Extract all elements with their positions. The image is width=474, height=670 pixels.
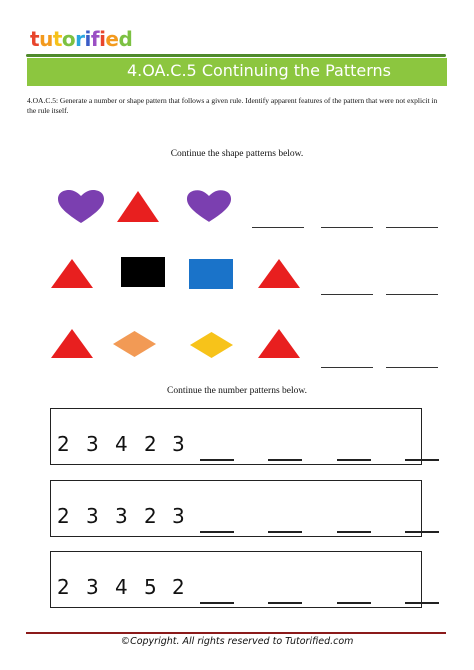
pattern-number: 2 <box>144 504 157 528</box>
pattern-number: 3 <box>86 504 99 528</box>
shape-section-heading: Continue the shape patterns below. <box>170 149 304 159</box>
triangle-fill <box>117 191 159 222</box>
answer-blank[interactable] <box>337 459 371 461</box>
pattern-number: 2 <box>144 432 157 456</box>
answer-blank[interactable] <box>405 459 439 461</box>
logo-letter: t <box>30 27 40 51</box>
triangle-fill <box>51 329 93 358</box>
logo-letter: i <box>84 27 91 51</box>
heart-shape <box>57 190 105 224</box>
title-banner <box>27 58 447 86</box>
diamond-shape <box>112 330 157 358</box>
logo-letter: f <box>90 27 100 51</box>
copyright-footer: ©Copyright. All rights reserved to Tutorified.com <box>120 636 354 647</box>
logo-letter: o <box>61 27 76 51</box>
pattern-number: 2 <box>57 504 70 528</box>
diamond-fill <box>190 332 233 358</box>
number-pattern-box <box>50 480 422 537</box>
triangle-fill <box>258 329 300 358</box>
pattern-number: 3 <box>172 432 185 456</box>
triangle-shape <box>257 328 301 359</box>
answer-blank[interactable] <box>321 294 373 295</box>
answer-blank[interactable] <box>268 531 302 533</box>
answer-blank[interactable] <box>268 602 302 604</box>
pattern-number: 4 <box>115 575 128 599</box>
rectangle-fill <box>189 259 233 289</box>
triangle-fill <box>51 259 93 288</box>
diamond-shape <box>189 331 234 359</box>
heart-fill <box>187 190 231 222</box>
answer-blank[interactable] <box>337 531 371 533</box>
answer-blank[interactable] <box>386 294 438 295</box>
triangle-shape <box>116 190 160 223</box>
pattern-number: 3 <box>86 575 99 599</box>
header-divider <box>26 54 446 57</box>
heart-fill <box>58 190 104 223</box>
pattern-number: 2 <box>172 575 185 599</box>
pattern-number: 2 <box>57 575 70 599</box>
pattern-number: 2 <box>57 432 70 456</box>
footer-divider <box>26 632 446 634</box>
pattern-number: 4 <box>115 432 128 456</box>
triangle-shape <box>50 328 94 359</box>
logo-letter: r <box>75 27 85 51</box>
answer-blank[interactable] <box>386 227 438 228</box>
logo-letter: d <box>118 27 133 51</box>
pattern-number: 3 <box>172 504 185 528</box>
answer-blank[interactable] <box>386 367 438 368</box>
pattern-number: 5 <box>144 575 157 599</box>
pattern-number: 3 <box>86 432 99 456</box>
number-pattern-box <box>50 408 422 465</box>
pattern-number: 3 <box>115 504 128 528</box>
triangle-fill <box>258 259 300 288</box>
answer-blank[interactable] <box>337 602 371 604</box>
tutorified-logo <box>30 27 132 51</box>
answer-blank[interactable] <box>405 531 439 533</box>
logo-letter: i <box>99 27 106 51</box>
answer-blank[interactable] <box>268 459 302 461</box>
logo-letter: u <box>39 27 53 51</box>
answer-blank[interactable] <box>200 459 234 461</box>
standard-description: 4.OA.C.5: Generate a number or shape pattern that follows a given rule. Identify apparent features of the pattern that were not explicit in the rule itself. <box>27 96 438 115</box>
diamond-fill <box>113 331 156 357</box>
answer-blank[interactable] <box>200 531 234 533</box>
number-pattern-box <box>50 551 422 608</box>
logo-letter: t <box>52 27 62 51</box>
rectangle-fill <box>121 257 165 287</box>
answer-blank[interactable] <box>321 367 373 368</box>
answer-blank[interactable] <box>321 227 373 228</box>
number-section-heading: Continue the number patterns below. <box>166 386 307 396</box>
triangle-shape <box>257 258 301 289</box>
heart-shape <box>186 190 232 223</box>
answer-blank[interactable] <box>405 602 439 604</box>
rectangle-shape <box>121 257 165 287</box>
logo-letter: e <box>105 27 119 51</box>
triangle-shape <box>50 258 94 289</box>
rectangle-shape <box>189 259 233 289</box>
page-title: 4.OA.C.5 Continuing the Patterns <box>126 61 391 80</box>
answer-blank[interactable] <box>200 602 234 604</box>
answer-blank[interactable] <box>252 227 304 228</box>
